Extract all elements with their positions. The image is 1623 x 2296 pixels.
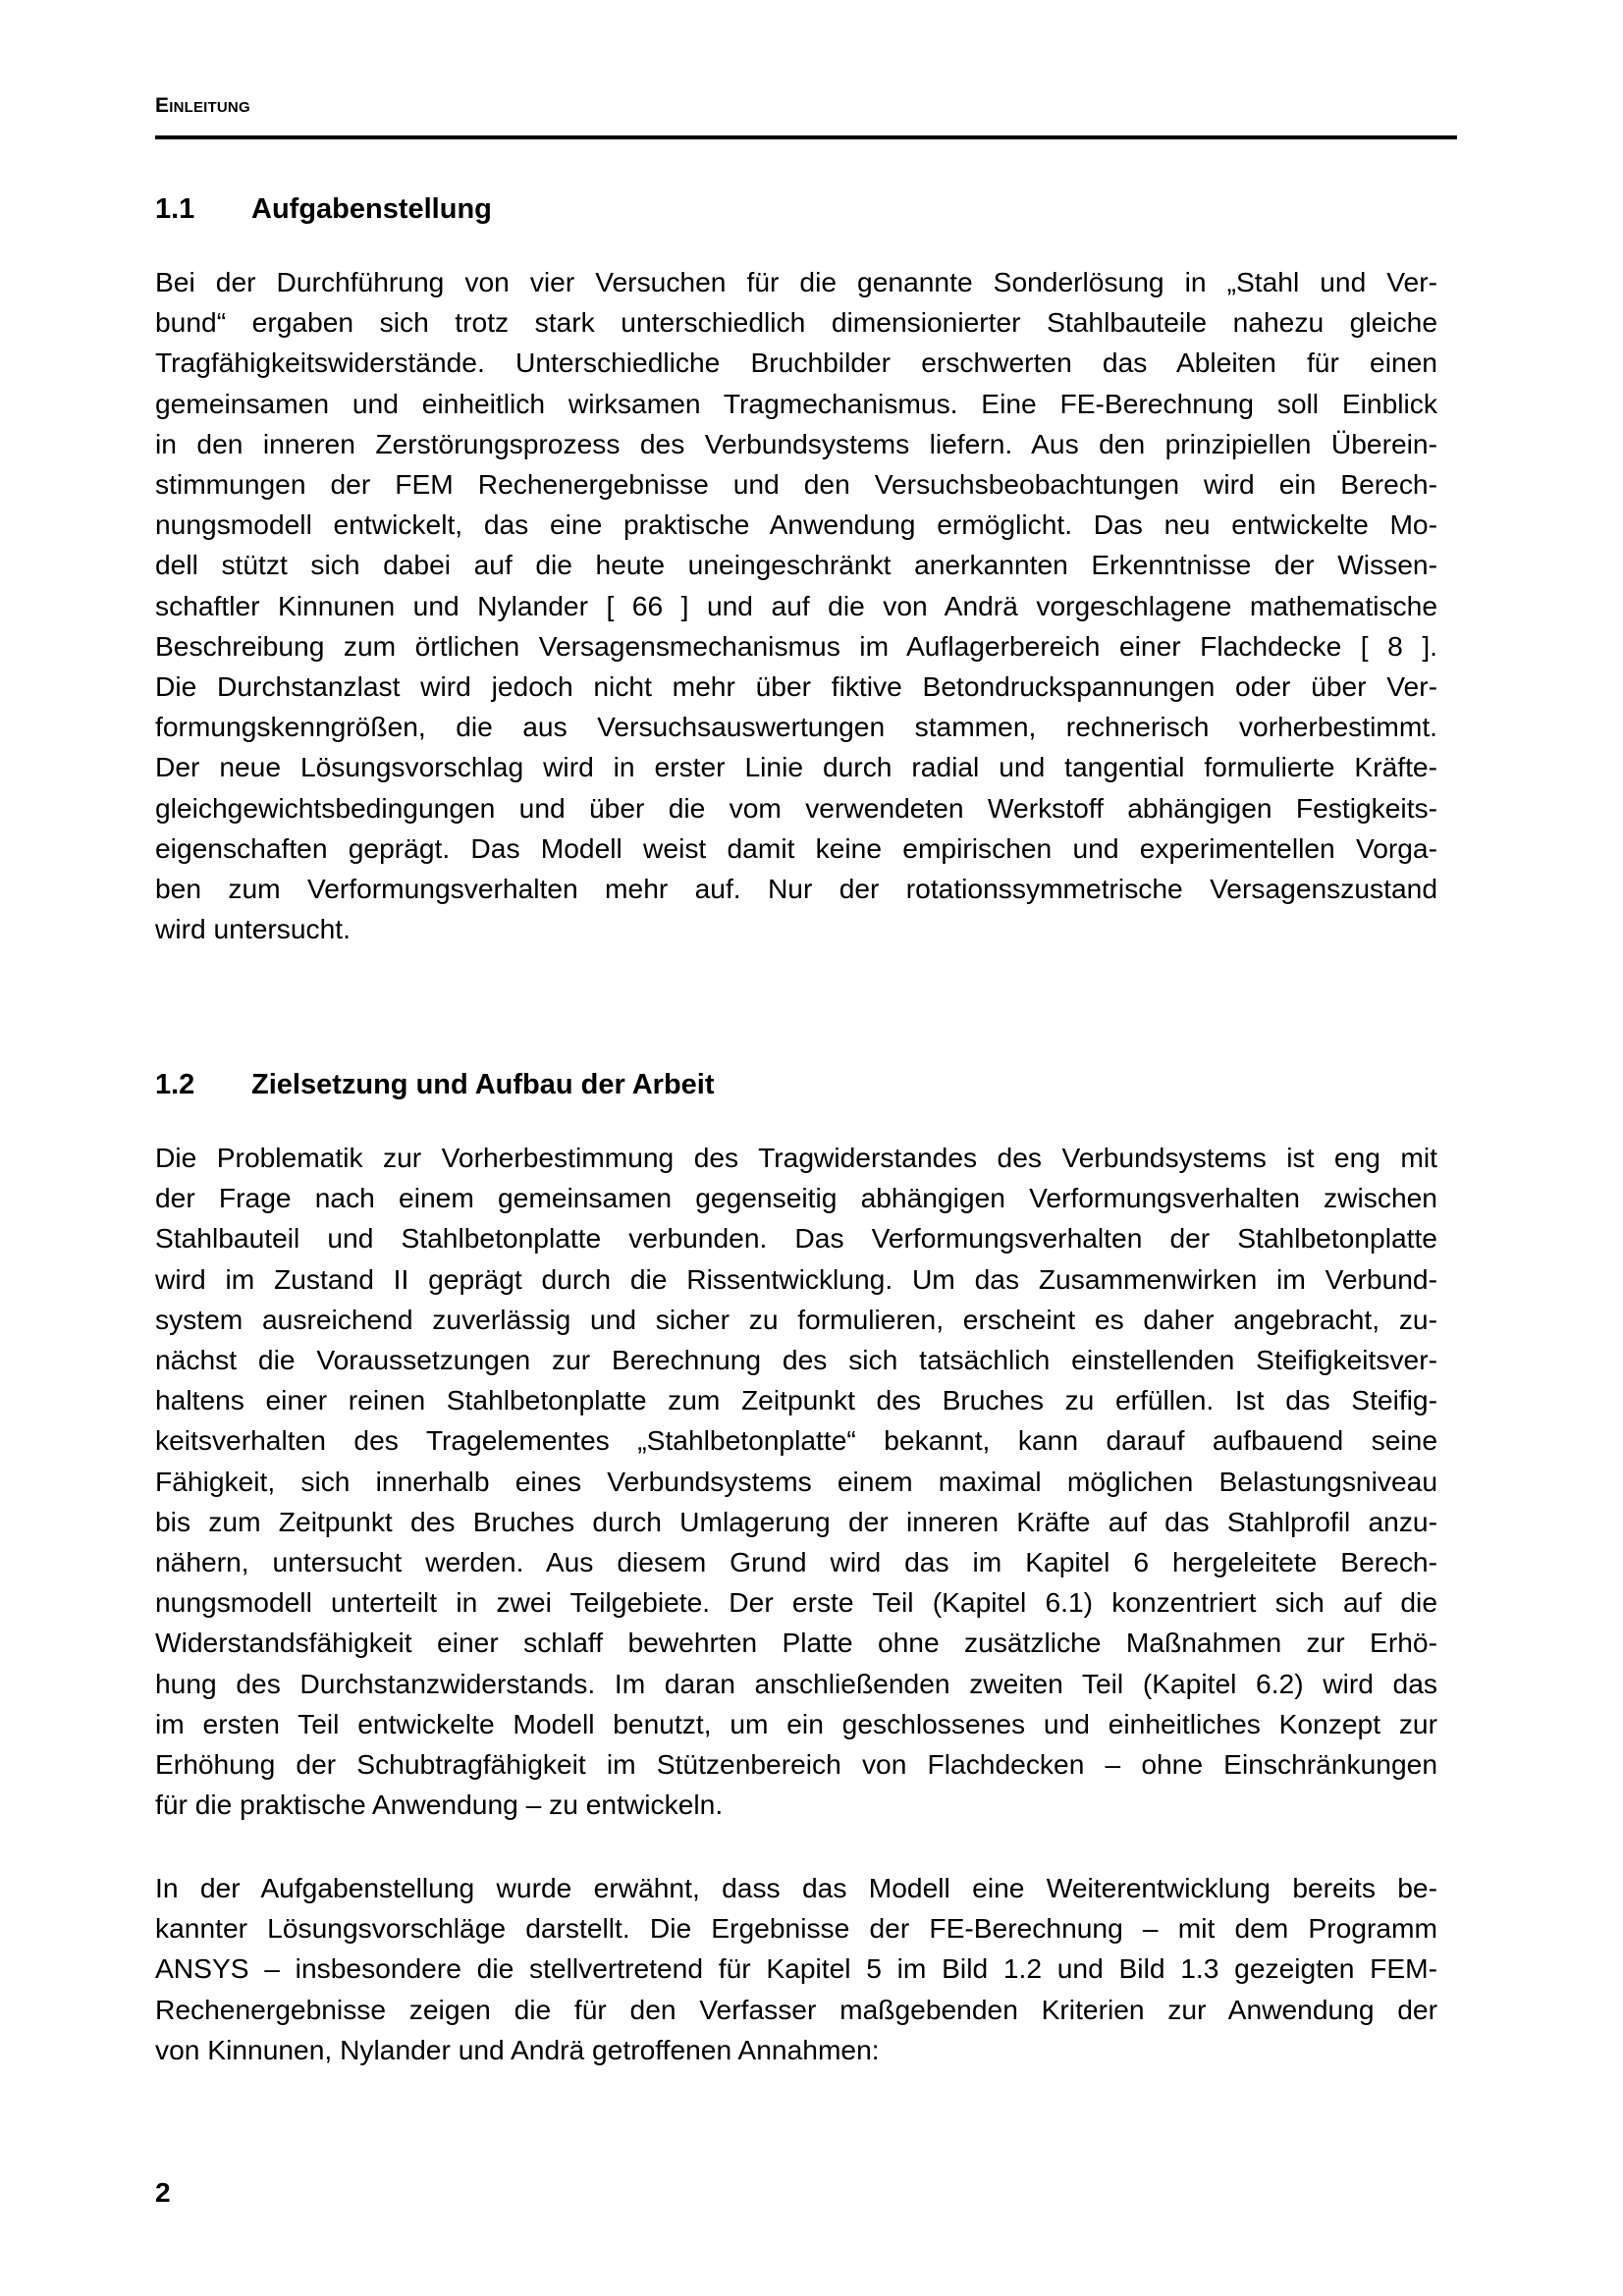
section-heading-1-2 xyxy=(155,1068,715,1101)
paragraph-1-2-b xyxy=(155,1868,1437,2070)
text-line: ANSYS – insbesondere die stellvertretend für Kapitel 5 im Bild 1.2 und Bild 1.3 gezeigten FEM- xyxy=(155,1952,1437,1985)
text-line: keitsverhalten des Tragelementes „Stahlbetonplatte“ bekannt, kann darauf aufbauend seine xyxy=(155,1424,1437,1457)
paragraph-1-2-a xyxy=(155,1138,1437,1825)
text-line: kannter Lösungsvorschläge darstellt. Die Ergebnisse der FE-Berechnung – mit dem Programm xyxy=(155,1912,1437,1945)
section-title: Zielsetzung und Aufbau der Arbeit xyxy=(251,1069,715,1100)
running-head: Einleitung xyxy=(155,94,250,117)
text-line: Stahlbauteil und Stahlbetonplatte verbunden. Das Verformungsverhalten der Stahlbetonplatte xyxy=(155,1222,1437,1255)
text-line: wird im Zustand II geprägt durch die Rissentwicklung. Um das Zusammenwirken im Verbund- xyxy=(155,1262,1437,1295)
text-line: hung des Durchstanzwiderstands. Im daran anschließenden zweiten Teil (Kapitel 6.2) wird das xyxy=(155,1667,1437,1699)
text-line: bis zum Zeitpunkt des Bruches durch Umlagerung der inneren Kräfte auf das Stahlprofil anzu- xyxy=(155,1505,1437,1537)
text-line: stimmungen der FEM Rechenergebnisse und den Versuchsbeobachtungen wird ein Berech- xyxy=(155,468,1437,501)
text-line: von Kinnunen, Nylander und Andrä getroffenen Annahmen: xyxy=(155,2033,880,2065)
section-number: 1.1 xyxy=(155,193,195,225)
text-line: formungskenngrößen, die aus Versuchsauswertungen stammen, rechnerisch vorherbestimmt. xyxy=(155,711,1437,743)
text-line: dell stützt sich dabei auf die heute uneingeschränkt anerkannten Erkenntnisse der Wissen- xyxy=(155,549,1437,581)
section-title: Aufgabenstellung xyxy=(251,193,492,225)
section-heading-1-1 xyxy=(155,192,492,226)
text-line: eigenschaften geprägt. Das Modell weist damit keine empirischen und experimentellen Vorga- xyxy=(155,831,1437,864)
text-line: für die praktische Anwendung – zu entwickeln. xyxy=(155,1789,724,1821)
text-line: ben zum Verformungsverhalten mehr auf. Nur der rotationssymmetrische Versagenszustand xyxy=(155,873,1437,905)
text-line: Fähigkeit, sich innerhalb eines Verbundsystems einem maximal möglichen Belastungsniveau xyxy=(155,1465,1437,1497)
text-line: Tragfähigkeitswiderstände. Unterschiedliche Bruchbilder erschwerten das Ableiten für einen xyxy=(155,347,1437,379)
header-rule xyxy=(155,135,1457,139)
text-line: haltens einer reinen Stahlbetonplatte zum Zeitpunkt des Bruches zu erfüllen. Ist das Steifig- xyxy=(155,1384,1437,1416)
text-line: gleichgewichtsbedingungen und über die vom verwendeten Werkstoff abhängigen Festigkeits- xyxy=(155,791,1437,824)
page-header xyxy=(155,94,1457,118)
text-line: in den inneren Zerstörungsprozess des Verbundsystems liefern. Aus den prinzipiellen Überein- xyxy=(155,427,1437,459)
text-line: Beschreibung zum örtlichen Versagensmechanismus im Auflagerbereich einer Flachdecke [ 8 ]. xyxy=(155,629,1437,662)
text-line: bund“ ergaben sich trotz stark unterschiedlich dimensionierter Stahlbauteile nahezu gleiche xyxy=(155,306,1437,339)
text-line: nächst die Voraussetzungen zur Berechnung des sich tatsächlich einstellenden Steifigkeitsver- xyxy=(155,1344,1437,1376)
text-line: Erhöhung der Schubtragfähigkeit im Stützenbereich von Flachdecken – ohne Einschränkungen xyxy=(155,1748,1437,1781)
text-line: Die Durchstanzlast wird jedoch nicht mehr über fiktive Betondruckspannungen oder über Ver- xyxy=(155,670,1437,703)
text-line: system ausreichend zuverlässig und sicher zu formulieren, erscheint es daher angebracht, zu- xyxy=(155,1303,1437,1335)
section-number: 1.2 xyxy=(155,1069,195,1100)
text-line: nähern, untersucht werden. Aus diesem Grund wird das im Kapitel 6 hergeleitete Berech- xyxy=(155,1546,1437,1578)
text-line: In der Aufgabenstellung wurde erwähnt, dass das Modell eine Weiterentwicklung bereits be- xyxy=(155,1872,1437,1903)
text-line: Der neue Lösungsvorschlag wird in erster Linie durch radial und tangential formulierte Kräfte- xyxy=(155,751,1437,783)
text-line: nungsmodell unterteilt in zwei Teilgebiete. Der erste Teil (Kapitel 6.1) konzentriert sich auf die xyxy=(155,1586,1437,1619)
text-line: Widerstandsfähigkeit einer schlaff bewehrten Platte ohne zusätzliche Maßnahmen zur Erhö- xyxy=(155,1627,1437,1659)
paragraph-1-1 xyxy=(155,262,1437,949)
text-line: Die Problematik zur Vorherbestimmung des Tragwiderstandes des Verbundsystems ist eng mit xyxy=(155,1142,1437,1173)
text-line: nungsmodell entwickelt, das eine praktische Anwendung ermöglicht. Das neu entwickelte Mo- xyxy=(155,508,1437,541)
text-line: der Frage nach einem gemeinsamen gegenseitig abhängigen Verformungsverhalten zwischen xyxy=(155,1182,1437,1214)
text-line: im ersten Teil entwickelte Modell benutzt, um ein geschlossenes und einheitliches Konzept zur xyxy=(155,1707,1437,1739)
text-line: Bei der Durchführung von vier Versuchen für die genannte Sonderlösung in „Stahl und Ver- xyxy=(155,266,1437,297)
text-line: schaftler Kinnunen und Nylander [ 66 ] und auf die von Andrä vorgeschlagene mathematische xyxy=(155,589,1437,621)
page-number: 2 xyxy=(155,2177,171,2208)
text-line: gemeinsamen und einheitlich wirksamen Tragmechanismus. Eine FE-Berechnung soll Einblick xyxy=(155,387,1437,419)
text-line: Rechenergebnisse zeigen die für den Verfasser maßgebenden Kriterien zur Anwendung der xyxy=(155,1993,1437,2025)
text-line: wird untersucht. xyxy=(155,913,351,945)
